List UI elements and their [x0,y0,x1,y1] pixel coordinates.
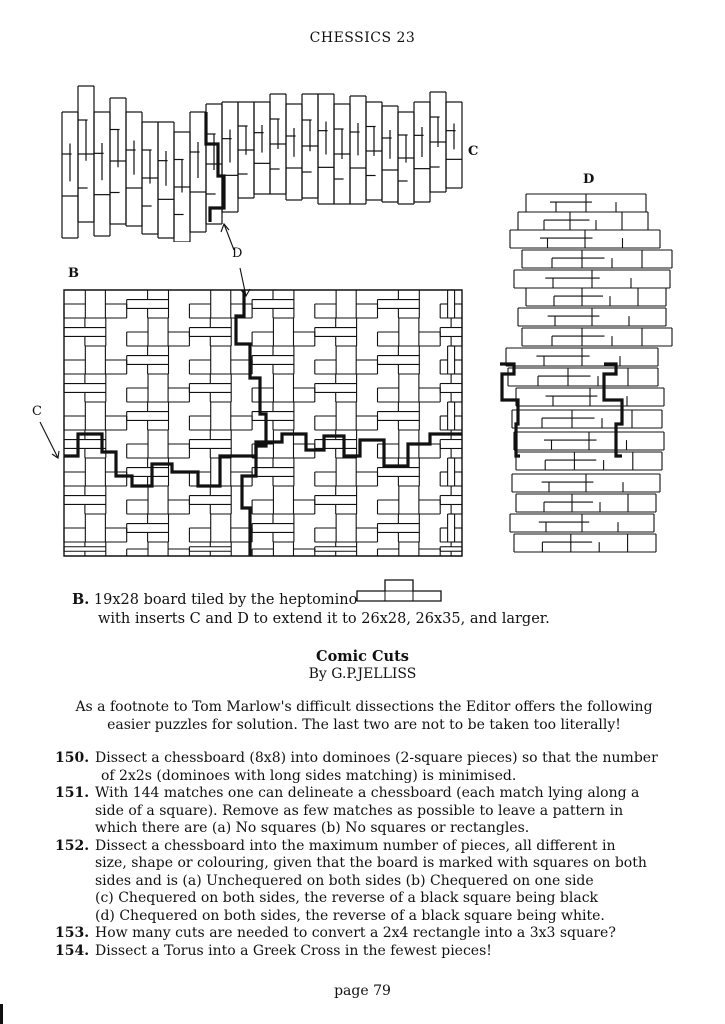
c-pointer-label: C [32,404,42,419]
problem-153 [55,925,675,943]
problem-number: 152. [55,837,90,854]
figure-b-label: B [68,266,79,281]
problem-number: 153. [55,925,90,941]
insert-c-boundary [64,434,462,486]
scan-edge-mark [0,1004,3,1024]
article-intro: As a footnote to Tom Marlow's difficult dissections the Editor offers the following easier puzzles for solution. The last two are not to be taken too literally! [75,699,653,733]
problem-number: 150. [55,750,90,766]
problem-line: of 2x2s (dominoes with long sides matching) is minimised. [101,767,517,784]
figure-caption [72,590,550,629]
figure-b-board [60,286,468,562]
problem-line: Dissect a chessboard (8x8) into dominoes (2-square pieces) so that the number [95,750,658,766]
problem-number: 151. [55,785,90,801]
figure-c-insert [58,82,468,242]
article-title: Comic Cuts [316,648,409,665]
problem-list [55,750,675,960]
problem-154 [55,943,675,961]
problem-line: Dissect a Torus into a Greek Cross in the fewest pieces! [95,942,492,959]
caption-label: B. [72,591,90,608]
figure-c-heavy-cut [206,112,224,222]
figure-d-insert [496,188,682,564]
problem-152 [55,838,675,926]
figure-d-heavy-cut [500,364,520,456]
caption-line-2: with inserts C and D to extend it to 26x28, 26x35, and larger. [98,611,550,627]
problem-line: size, shape or colouring, given that the board is marked with squares on both [95,855,647,871]
figure-d-label: D [583,172,595,187]
article-byline: By G.P.JELLISS [308,666,417,682]
problem-line: (d) Chequered on both sides, the reverse of a black square being white. [95,907,605,924]
page-number: page 79 [334,983,391,999]
insert-d-boundary [236,290,266,556]
problem-line: With 144 matches one can delineate a chessboard (each match lying along a [95,785,640,801]
problem-line: (c) Chequered on both sides, the reverse of a black square being black [95,890,599,906]
problem-line: How many cuts are needed to convert a 2x4 rectangle into a 3x3 square? [95,925,616,941]
problem-line: Dissect a chessboard into the maximum number of pieces, all different in [95,837,616,854]
problem-151 [55,785,675,838]
problem-150 [55,750,675,785]
problem-line: which there are (a) No squares (b) No squares or rectangles. [95,820,530,836]
figure-c-label: C [468,144,479,159]
heptomino-diagram [355,577,445,605]
problem-line: sides and is (a) Unchequered on both sides (b) Chequered on one side [95,872,594,889]
caption-line-1: 19x28 board tiled by the heptomino [93,592,358,608]
problem-line: side of a square). Remove as few matches as possible to leave a pattern in [95,802,624,819]
running-title: CHESSICS 23 [309,30,416,46]
d-pointer-label: D [232,246,243,261]
problem-number: 154. [55,942,90,959]
